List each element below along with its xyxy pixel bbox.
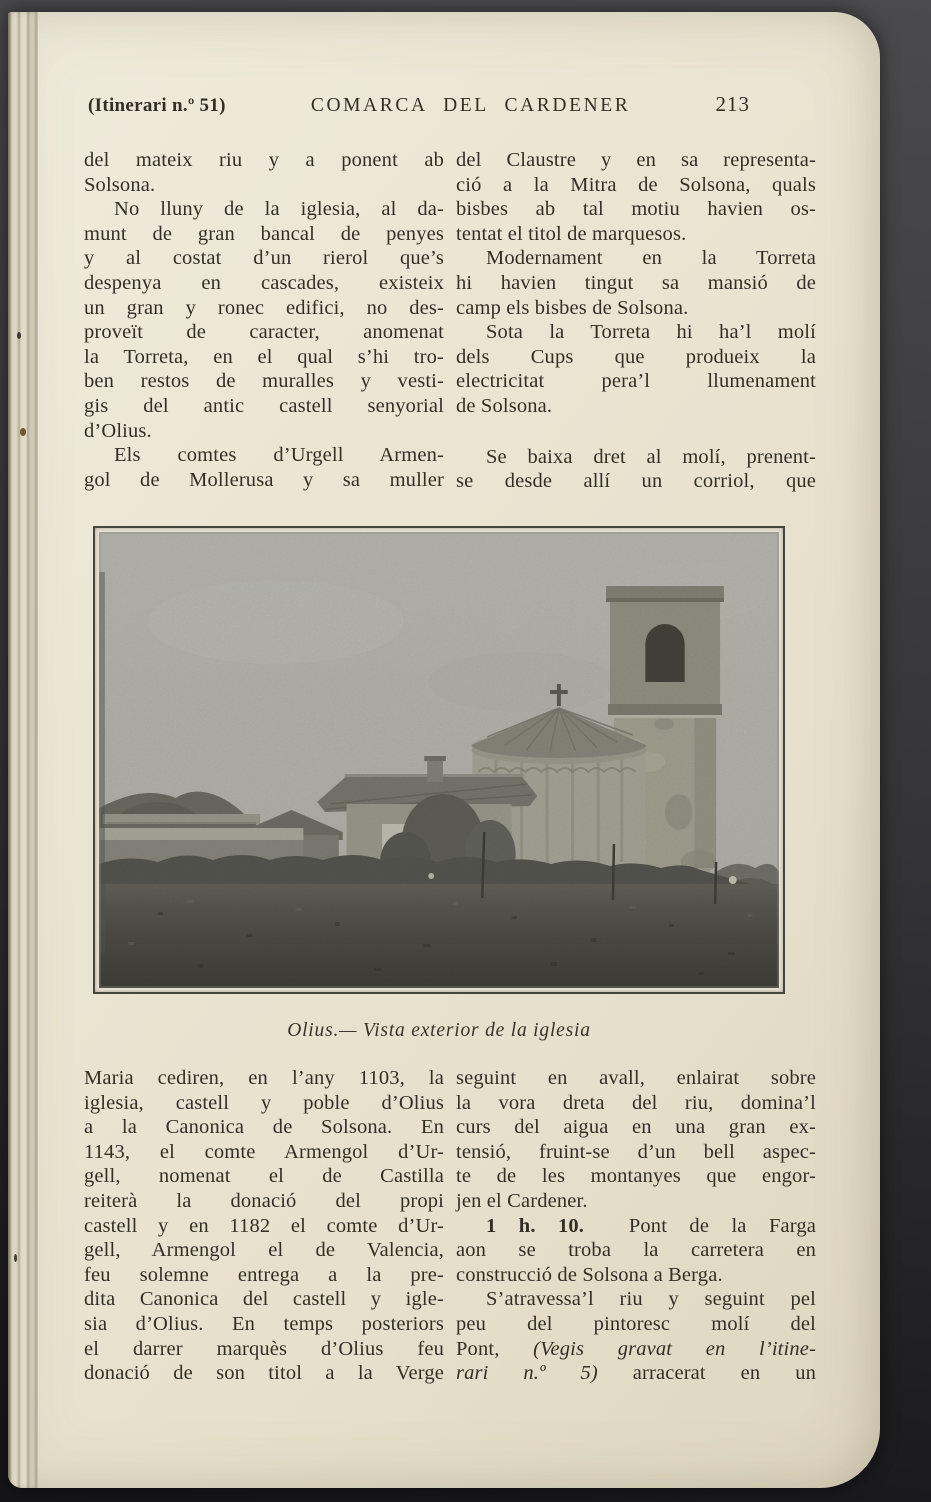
paragraph xyxy=(84,443,444,492)
paper-speck xyxy=(14,1254,17,1262)
text-line: se desde allí un corriol, que xyxy=(456,470,816,493)
text-line: Els comtes d’Urgell Armen- xyxy=(114,444,444,467)
italic-run: (Vegis gravat en l’itine- xyxy=(533,1337,816,1360)
text-line: a la Canonica de Solsona. En xyxy=(84,1116,444,1139)
text-line: tensió, fruint-se d’un bell aspec- xyxy=(456,1140,816,1163)
text-line: el darrer marquès d’Olius feu xyxy=(84,1337,444,1360)
text-line: del Claustre y en sa representa- xyxy=(456,149,816,171)
paragraph xyxy=(456,320,816,418)
paragraph xyxy=(456,246,816,320)
text-line: gis del antic castell senyorial xyxy=(84,394,444,417)
text-line: curs del aigua en una gran ex- xyxy=(456,1116,816,1139)
text-line: gol de Mollerusa y sa muller xyxy=(84,468,444,491)
text-line: S’atravessa’l riu y seguint pel xyxy=(486,1288,816,1311)
text-line xyxy=(456,1337,816,1362)
text-run: arracerat en un xyxy=(597,1362,817,1385)
itinerary-label: (Itinerari n.º 51) xyxy=(88,95,226,116)
paragraph xyxy=(456,1287,816,1385)
paragraph xyxy=(84,1066,444,1386)
text-line: hi havien tingut sa mansió de xyxy=(456,271,816,294)
text-line: tentat el titol de marquesos. xyxy=(456,222,687,245)
book-binding-edge xyxy=(8,12,38,1488)
text-line: feu solemne entrega a la pre- xyxy=(84,1263,444,1286)
church-photograph xyxy=(93,526,785,1042)
column-top-left xyxy=(84,148,444,494)
running-title: COMARCA DEL CARDENER xyxy=(310,95,631,116)
church-photo-illustration xyxy=(99,532,779,988)
text-line: seguint en avall, enlairat sobre xyxy=(456,1067,816,1089)
paper-speck xyxy=(20,428,26,436)
text-line: un gran y ronec edifici, no des- xyxy=(84,296,444,319)
column-top-right xyxy=(456,148,816,494)
text-columns-bottom xyxy=(84,1066,816,1386)
text-line: Modernament en la Torreta xyxy=(486,247,816,270)
text-line: No lluny de la iglesia, al da- xyxy=(114,198,444,221)
text-line: te de les montanyes que engor- xyxy=(456,1165,816,1188)
text-line: donació de son titol a la Verge xyxy=(84,1362,444,1385)
text-line: iglesia, castell y poble d’Olius xyxy=(84,1091,444,1114)
paragraph xyxy=(84,197,444,443)
text-columns-top xyxy=(84,148,816,494)
text-line: Sota la Torreta hi ha’l molí xyxy=(486,321,816,344)
text-line: proveït de caracter, anomenat xyxy=(84,321,444,344)
text-line: del mateix riu y a ponent ab xyxy=(84,149,444,171)
page-content xyxy=(38,12,880,1488)
text-line: d’Olius. xyxy=(84,419,152,442)
text-run: Pont de la Farga xyxy=(584,1214,816,1237)
text-line: y al costat d’un rierol que’s xyxy=(84,247,444,270)
text-line: dels Cups que produeix la xyxy=(456,345,816,368)
text-line: despenya en cascades, existeix xyxy=(84,271,444,294)
column-bottom-left xyxy=(84,1066,444,1386)
page-number: 213 xyxy=(715,92,750,116)
text-line: electricitat pera’l llumenament xyxy=(456,370,816,393)
text-line: aon se troba la carretera en xyxy=(456,1239,816,1262)
text-line: Se baixa dret al molí, prenent- xyxy=(486,445,816,468)
text-line: camp els bisbes de Solsona. xyxy=(456,296,689,319)
text-line: bisbes ab tal motiu havien os- xyxy=(456,198,816,221)
text-line: de Solsona. xyxy=(456,394,553,417)
photo-caption: Olius.— Vista exterior de la iglesia xyxy=(287,1020,591,1041)
paragraph xyxy=(84,148,444,197)
text-line: gell, nomenat el de Castilla xyxy=(84,1165,444,1188)
bold-run: 1 h. 10. xyxy=(486,1214,585,1237)
text-line: reiterà la donació del propi xyxy=(84,1189,444,1212)
text-line: sia d’Olius. En temps posteriors xyxy=(84,1312,444,1335)
text-line: Maria cediren, en l’any 1103, la xyxy=(84,1067,444,1089)
text-line: la Torreta, en el qual s’hi tro- xyxy=(84,345,444,368)
paragraph xyxy=(456,445,816,494)
book-page xyxy=(8,12,880,1488)
text-line: 1143, el comte Armengol d’Ur- xyxy=(84,1140,444,1163)
paragraph xyxy=(456,1066,816,1214)
paragraph xyxy=(456,1214,816,1288)
text-line: munt de gran bancal de penyes xyxy=(84,222,444,245)
page-header xyxy=(88,92,750,117)
text-line: la vora dreta del riu, domina’l xyxy=(456,1091,816,1114)
text-line: construcció de Solsona a Berga. xyxy=(456,1263,723,1286)
text-line: peu del pintoresc molí del xyxy=(456,1312,816,1335)
italic-run: rari n.º 5) xyxy=(456,1362,598,1385)
text-line: ben restos de muralles y vesti- xyxy=(84,370,444,393)
photo-frame xyxy=(93,526,785,994)
paper-speck xyxy=(17,332,21,339)
text-line: jen el Cardener. xyxy=(456,1189,588,1212)
column-bottom-right xyxy=(456,1066,816,1386)
text-line: Solsona. xyxy=(84,173,156,196)
paragraph xyxy=(456,148,816,246)
text-run: Pont, xyxy=(456,1337,534,1360)
text-line: castell y en 1182 el comte d’Ur- xyxy=(84,1214,444,1237)
text-line: ció a la Mitra de Solsona, quals xyxy=(456,173,816,196)
text-line xyxy=(456,1361,816,1386)
text-line: gell, Armengol el de Valencia, xyxy=(84,1239,444,1262)
text-line: dita Canonica del castell y igle- xyxy=(84,1288,444,1311)
text-line xyxy=(456,1214,816,1239)
